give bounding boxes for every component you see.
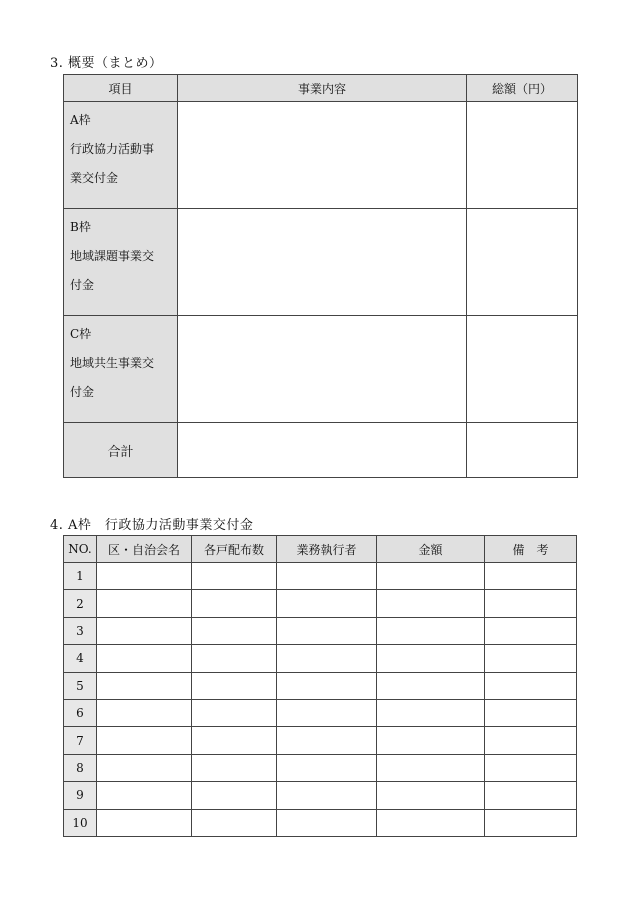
table-row bbox=[64, 590, 577, 617]
table-row bbox=[64, 672, 577, 699]
row-label-line: 付金 bbox=[70, 278, 95, 292]
row-number: 3 bbox=[64, 617, 97, 644]
remarks-cell[interactable] bbox=[485, 727, 577, 754]
executor-cell[interactable] bbox=[277, 590, 377, 617]
remarks-cell[interactable] bbox=[485, 782, 577, 809]
row-number: 7 bbox=[64, 727, 97, 754]
distribution-count-cell[interactable] bbox=[192, 809, 277, 836]
total-content-cell[interactable] bbox=[178, 423, 467, 478]
district-name-cell[interactable] bbox=[97, 754, 192, 781]
row-label-b bbox=[64, 209, 178, 316]
executor-cell[interactable] bbox=[277, 563, 377, 590]
table-row bbox=[64, 809, 577, 836]
table-row bbox=[64, 754, 577, 781]
distribution-count-cell[interactable] bbox=[192, 727, 277, 754]
header-total-amount: 総額（円） bbox=[467, 75, 578, 102]
district-name-cell[interactable] bbox=[97, 727, 192, 754]
header-district-name: 区・自治会名 bbox=[97, 536, 192, 563]
distribution-count-cell[interactable] bbox=[192, 590, 277, 617]
row-label-line: B枠 bbox=[70, 220, 91, 234]
district-name-cell[interactable] bbox=[97, 617, 192, 644]
distribution-count-cell[interactable] bbox=[192, 699, 277, 726]
row-number: 8 bbox=[64, 754, 97, 781]
distribution-count-cell[interactable] bbox=[192, 617, 277, 644]
row-label-a bbox=[64, 102, 178, 209]
district-name-cell[interactable] bbox=[97, 699, 192, 726]
executor-cell[interactable] bbox=[277, 672, 377, 699]
header-no: NO. bbox=[64, 536, 97, 563]
row-number: 2 bbox=[64, 590, 97, 617]
remarks-cell[interactable] bbox=[485, 645, 577, 672]
section-3-heading: 3. 概要（まとめ） bbox=[50, 56, 163, 71]
business-content-cell[interactable] bbox=[178, 102, 467, 209]
district-name-cell[interactable] bbox=[97, 782, 192, 809]
remarks-cell[interactable] bbox=[485, 699, 577, 726]
remarks-cell[interactable] bbox=[485, 590, 577, 617]
total-amount-cell[interactable] bbox=[467, 102, 578, 209]
table-row bbox=[64, 645, 577, 672]
summary-row-a bbox=[64, 102, 578, 209]
executor-cell[interactable] bbox=[277, 754, 377, 781]
district-name-cell[interactable] bbox=[97, 563, 192, 590]
header-executor: 業務執行者 bbox=[277, 536, 377, 563]
remarks-cell[interactable] bbox=[485, 563, 577, 590]
amount-cell[interactable] bbox=[377, 809, 485, 836]
row-label-line: 地域課題事業交 bbox=[70, 249, 155, 263]
amount-cell[interactable] bbox=[377, 563, 485, 590]
section-4-heading: 4. A枠 行政協力活動事業交付金 bbox=[50, 518, 254, 533]
distribution-count-cell[interactable] bbox=[192, 563, 277, 590]
distribution-count-cell[interactable] bbox=[192, 782, 277, 809]
row-number: 4 bbox=[64, 645, 97, 672]
row-label-line: 地域共生事業交 bbox=[70, 356, 155, 370]
summary-header-row bbox=[64, 75, 578, 102]
total-amount-cell[interactable] bbox=[467, 209, 578, 316]
header-distribution-count: 各戸配布数 bbox=[192, 536, 277, 563]
detail-header-row bbox=[64, 536, 577, 563]
amount-cell[interactable] bbox=[377, 782, 485, 809]
header-item: 項目 bbox=[64, 75, 178, 102]
executor-cell[interactable] bbox=[277, 617, 377, 644]
header-business-content: 事業内容 bbox=[178, 75, 467, 102]
amount-cell[interactable] bbox=[377, 617, 485, 644]
remarks-cell[interactable] bbox=[485, 617, 577, 644]
row-number: 6 bbox=[64, 699, 97, 726]
row-number: 5 bbox=[64, 672, 97, 699]
table-row bbox=[64, 727, 577, 754]
total-amount-cell[interactable] bbox=[467, 423, 578, 478]
summary-row-c bbox=[64, 316, 578, 423]
row-number: 10 bbox=[64, 809, 97, 836]
remarks-cell[interactable] bbox=[485, 672, 577, 699]
executor-cell[interactable] bbox=[277, 645, 377, 672]
summary-total-row bbox=[64, 423, 578, 478]
district-name-cell[interactable] bbox=[97, 645, 192, 672]
remarks-cell[interactable] bbox=[485, 754, 577, 781]
detail-body bbox=[64, 563, 577, 837]
executor-cell[interactable] bbox=[277, 727, 377, 754]
row-number: 1 bbox=[64, 563, 97, 590]
amount-cell[interactable] bbox=[377, 727, 485, 754]
amount-cell[interactable] bbox=[377, 699, 485, 726]
header-amount: 金額 bbox=[377, 536, 485, 563]
amount-cell[interactable] bbox=[377, 672, 485, 699]
district-name-cell[interactable] bbox=[97, 672, 192, 699]
amount-cell[interactable] bbox=[377, 754, 485, 781]
amount-cell[interactable] bbox=[377, 645, 485, 672]
executor-cell[interactable] bbox=[277, 782, 377, 809]
table-row bbox=[64, 563, 577, 590]
amount-cell[interactable] bbox=[377, 590, 485, 617]
row-label-line: C枠 bbox=[70, 327, 92, 341]
district-name-cell[interactable] bbox=[97, 809, 192, 836]
district-name-cell[interactable] bbox=[97, 590, 192, 617]
total-amount-cell[interactable] bbox=[467, 316, 578, 423]
summary-table bbox=[63, 74, 578, 478]
row-label-line: 業交付金 bbox=[70, 171, 119, 185]
detail-table bbox=[63, 535, 577, 837]
table-row bbox=[64, 782, 577, 809]
business-content-cell[interactable] bbox=[178, 316, 467, 423]
table-row bbox=[64, 617, 577, 644]
executor-cell[interactable] bbox=[277, 699, 377, 726]
summary-row-b bbox=[64, 209, 578, 316]
distribution-count-cell[interactable] bbox=[192, 672, 277, 699]
row-label-line: 付金 bbox=[70, 385, 95, 399]
header-remarks: 備 考 bbox=[485, 536, 577, 563]
total-label: 合計 bbox=[64, 423, 178, 478]
executor-cell[interactable] bbox=[277, 809, 377, 836]
remarks-cell[interactable] bbox=[485, 809, 577, 836]
row-number: 9 bbox=[64, 782, 97, 809]
business-content-cell[interactable] bbox=[178, 209, 467, 316]
distribution-count-cell[interactable] bbox=[192, 645, 277, 672]
row-label-line: 行政協力活動事 bbox=[70, 142, 155, 156]
table-row bbox=[64, 699, 577, 726]
row-label-c bbox=[64, 316, 178, 423]
distribution-count-cell[interactable] bbox=[192, 754, 277, 781]
row-label-line: A枠 bbox=[70, 113, 91, 127]
